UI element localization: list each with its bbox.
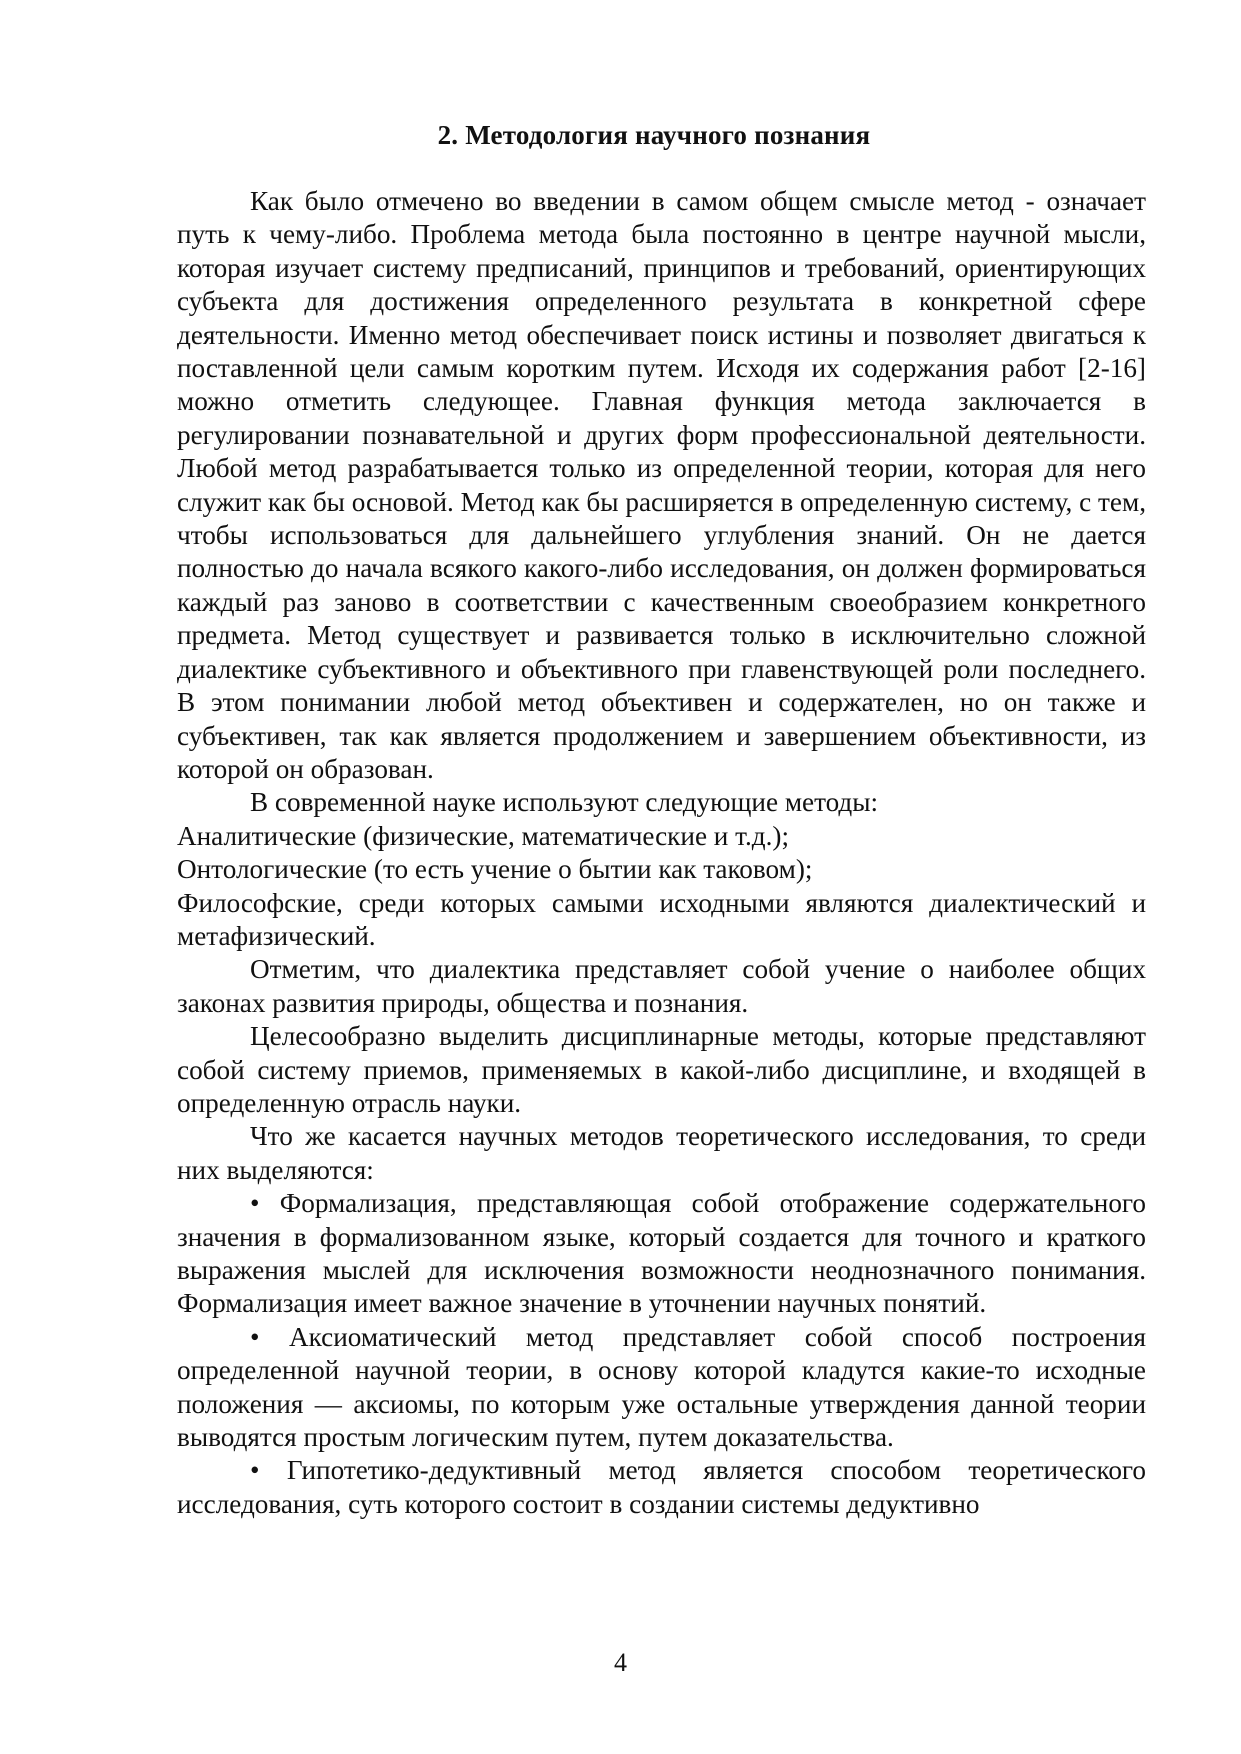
list-item-philosophical: Философские, среди которых самыми исходными являются диалектический и метафизический.	[177, 887, 1146, 951]
bullet-formalization: • Формализация, представляющая собой отображение содержательного значения в формализованном языке, который создается для точного и краткого выражения мыслей для исключения возможности неоднозначного понимания. Формализация имеет важное значение в уточнении научных понятий.	[177, 1188, 1146, 1319]
bullet-hypothetico-deductive-method: • Гипотетико-дедуктивный метод является способом теоретического исследования, суть которого состоит в создании системы дедуктивно	[177, 1455, 1146, 1519]
list-item-analytical: Аналитические (физические, математические и т.д.);	[177, 820, 790, 851]
page-number: 4	[614, 1648, 627, 1677]
paragraph-disciplinary-methods: Целесообразно выделить дисциплинарные методы, которые представляют собой систему приемов, применяемых в какой-либо дисциплине, и входящей в определенную отрасль науки.	[177, 1021, 1146, 1118]
paragraph-dialectics: Отметим, что диалектика представляет собой учение о наиболее общих законах развития природы, общества и познания.	[177, 954, 1146, 1018]
paragraph-methods-intro: В современной науке используют следующие методы:	[250, 787, 879, 818]
paragraph-method-definition: Как было отмечено во введении в самом общем смысле метод - означает путь к чему-либо. Проблема метода была постоянно в центре научной мысли, которая изучает систему предписаний, принципов и требований, ориентирующих субъекта для достижения определенного результата в конкретной сфере деятельности. Именно метод обеспечивает поиск истины и позволяет двигаться к поставленной цели самым коротким путем. Исходя их содержания работ [2-16] можно отметить следующее. Главная функция метода заключается в регулировании познавательной и других форм профессиональной деятельности. Любой метод разрабатывается только из определенной теории, которая для него служит как бы основой. Метод как бы расширяется в определенную систему, с тем, чтобы использоваться для дальнейшего углубления знаний. Он не дается полностью до начала всякого какого-либо исследования, он должен формироваться каждый раз заново в соответствии с качественным своеобразием конкретного предмета. Метод существует и развивается только в исключительно сложной диалектике субъективного и объективного при главенствующей роли последнего. В этом понимании любой метод объективен и содержателен, но он также и субъективен, так как является продолжением и завершением объективности, из которой он образован.	[177, 186, 1146, 784]
bullet-axiomatic-method: • Аксиоматический метод представляет собой способ построения определенной научной теории, в основу которой кладутся какие-то исходные положения — аксиомы, по которым уже остальные утверждения данной теории выводятся простым логическим путем, путем доказательства.	[177, 1321, 1146, 1453]
section-heading	[0, 118, 1241, 152]
section-heading-text: 2. Методология научного познания	[437, 120, 871, 150]
paragraph-theoretical-methods: Что же касается научных методов теоретического исследования, то среди них выделяются:	[177, 1121, 1146, 1185]
body-text	[177, 185, 1146, 1521]
list-item-ontological: Онтологические (то есть учение о бытии как таковом);	[177, 854, 813, 885]
